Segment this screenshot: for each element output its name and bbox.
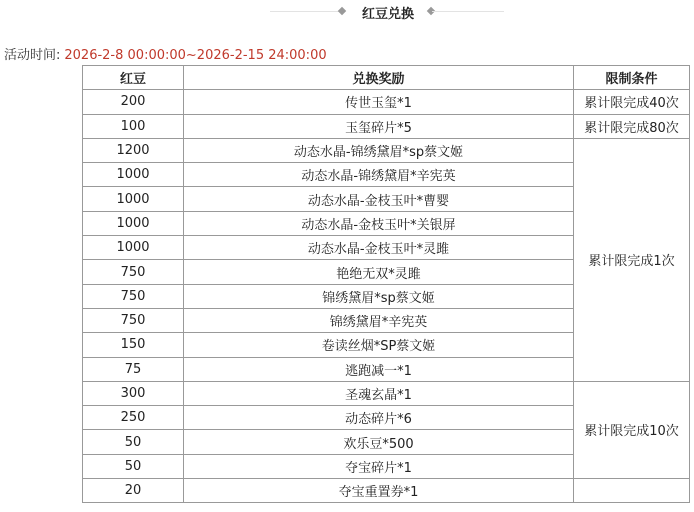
column-header-cost: 红豆 (83, 66, 184, 90)
cost-cell: 1000 (83, 187, 184, 211)
cost-cell: 1000 (83, 236, 184, 260)
limit-cell: 累计限完成1次 (574, 138, 690, 381)
cost-cell: 1000 (83, 163, 184, 187)
limit-cell: 累计限完成40次 (574, 90, 690, 114)
reward-cell: 锦绣黛眉*sp蔡文姬 (184, 284, 574, 308)
cost-cell: 100 (83, 114, 184, 138)
title-bar (0, 0, 694, 24)
reward-cell: 动态水晶-金枝玉叶*关银屏 (184, 211, 574, 235)
activity-time-label: 活动时间: (4, 48, 61, 63)
reward-cell: 锦绣黛眉*辛宪英 (184, 308, 574, 332)
title-divider-right (432, 11, 504, 12)
reward-cell: 动态水晶-金枝玉叶*曹婴 (184, 187, 574, 211)
column-header-reward: 兑换奖励 (184, 66, 574, 90)
cost-cell: 300 (83, 381, 184, 405)
cost-cell: 50 (83, 454, 184, 478)
page-title: 红豆兑换 (361, 7, 414, 22)
reward-cell: 卷读丝烟*SP蔡文姬 (184, 333, 574, 357)
table-row (83, 114, 690, 138)
cost-cell: 250 (83, 406, 184, 430)
limit-cell: 累计限完成80次 (574, 114, 690, 138)
cost-cell: 200 (83, 90, 184, 114)
cost-cell: 750 (83, 284, 184, 308)
table-row (83, 138, 690, 162)
table-row (83, 479, 690, 503)
limit-cell (574, 479, 690, 503)
activity-time-value: 2026-2-8 00:00:00~2026-2-15 24:00:00 (64, 48, 327, 63)
reward-cell: 动态水晶-锦绣黛眉*辛宪英 (184, 163, 574, 187)
reward-cell: 夺宝碎片*1 (184, 454, 574, 478)
title-divider-left (270, 11, 342, 12)
table-row (83, 90, 690, 114)
cost-cell: 750 (83, 260, 184, 284)
table-row (83, 381, 690, 405)
cost-cell: 1200 (83, 138, 184, 162)
reward-cell: 动态水晶-金枝玉叶*灵雎 (184, 236, 574, 260)
reward-cell: 动态碎片*6 (184, 406, 574, 430)
table-body (83, 90, 690, 503)
column-header-limit: 限制条件 (574, 66, 690, 90)
table-header-row (83, 66, 690, 90)
reward-cell: 圣魂玄晶*1 (184, 381, 574, 405)
reward-cell: 夺宝重置券*1 (184, 479, 574, 503)
reward-cell: 逃跑减一*1 (184, 357, 574, 381)
activity-time (4, 44, 327, 63)
cost-cell: 75 (83, 357, 184, 381)
reward-cell: 传世玉玺*1 (184, 90, 574, 114)
reward-cell: 艳绝无双*灵雎 (184, 260, 574, 284)
exchange-table (82, 65, 690, 503)
reward-cell: 动态水晶-锦绣黛眉*sp蔡文姬 (184, 138, 574, 162)
reward-cell: 玉玺碎片*5 (184, 114, 574, 138)
cost-cell: 150 (83, 333, 184, 357)
cost-cell: 20 (83, 479, 184, 503)
cost-cell: 50 (83, 430, 184, 454)
cost-cell: 750 (83, 308, 184, 332)
cost-cell: 1000 (83, 211, 184, 235)
reward-cell: 欢乐豆*500 (184, 430, 574, 454)
diamond-ornament-left-icon (338, 7, 346, 15)
limit-cell: 累计限完成10次 (574, 381, 690, 478)
